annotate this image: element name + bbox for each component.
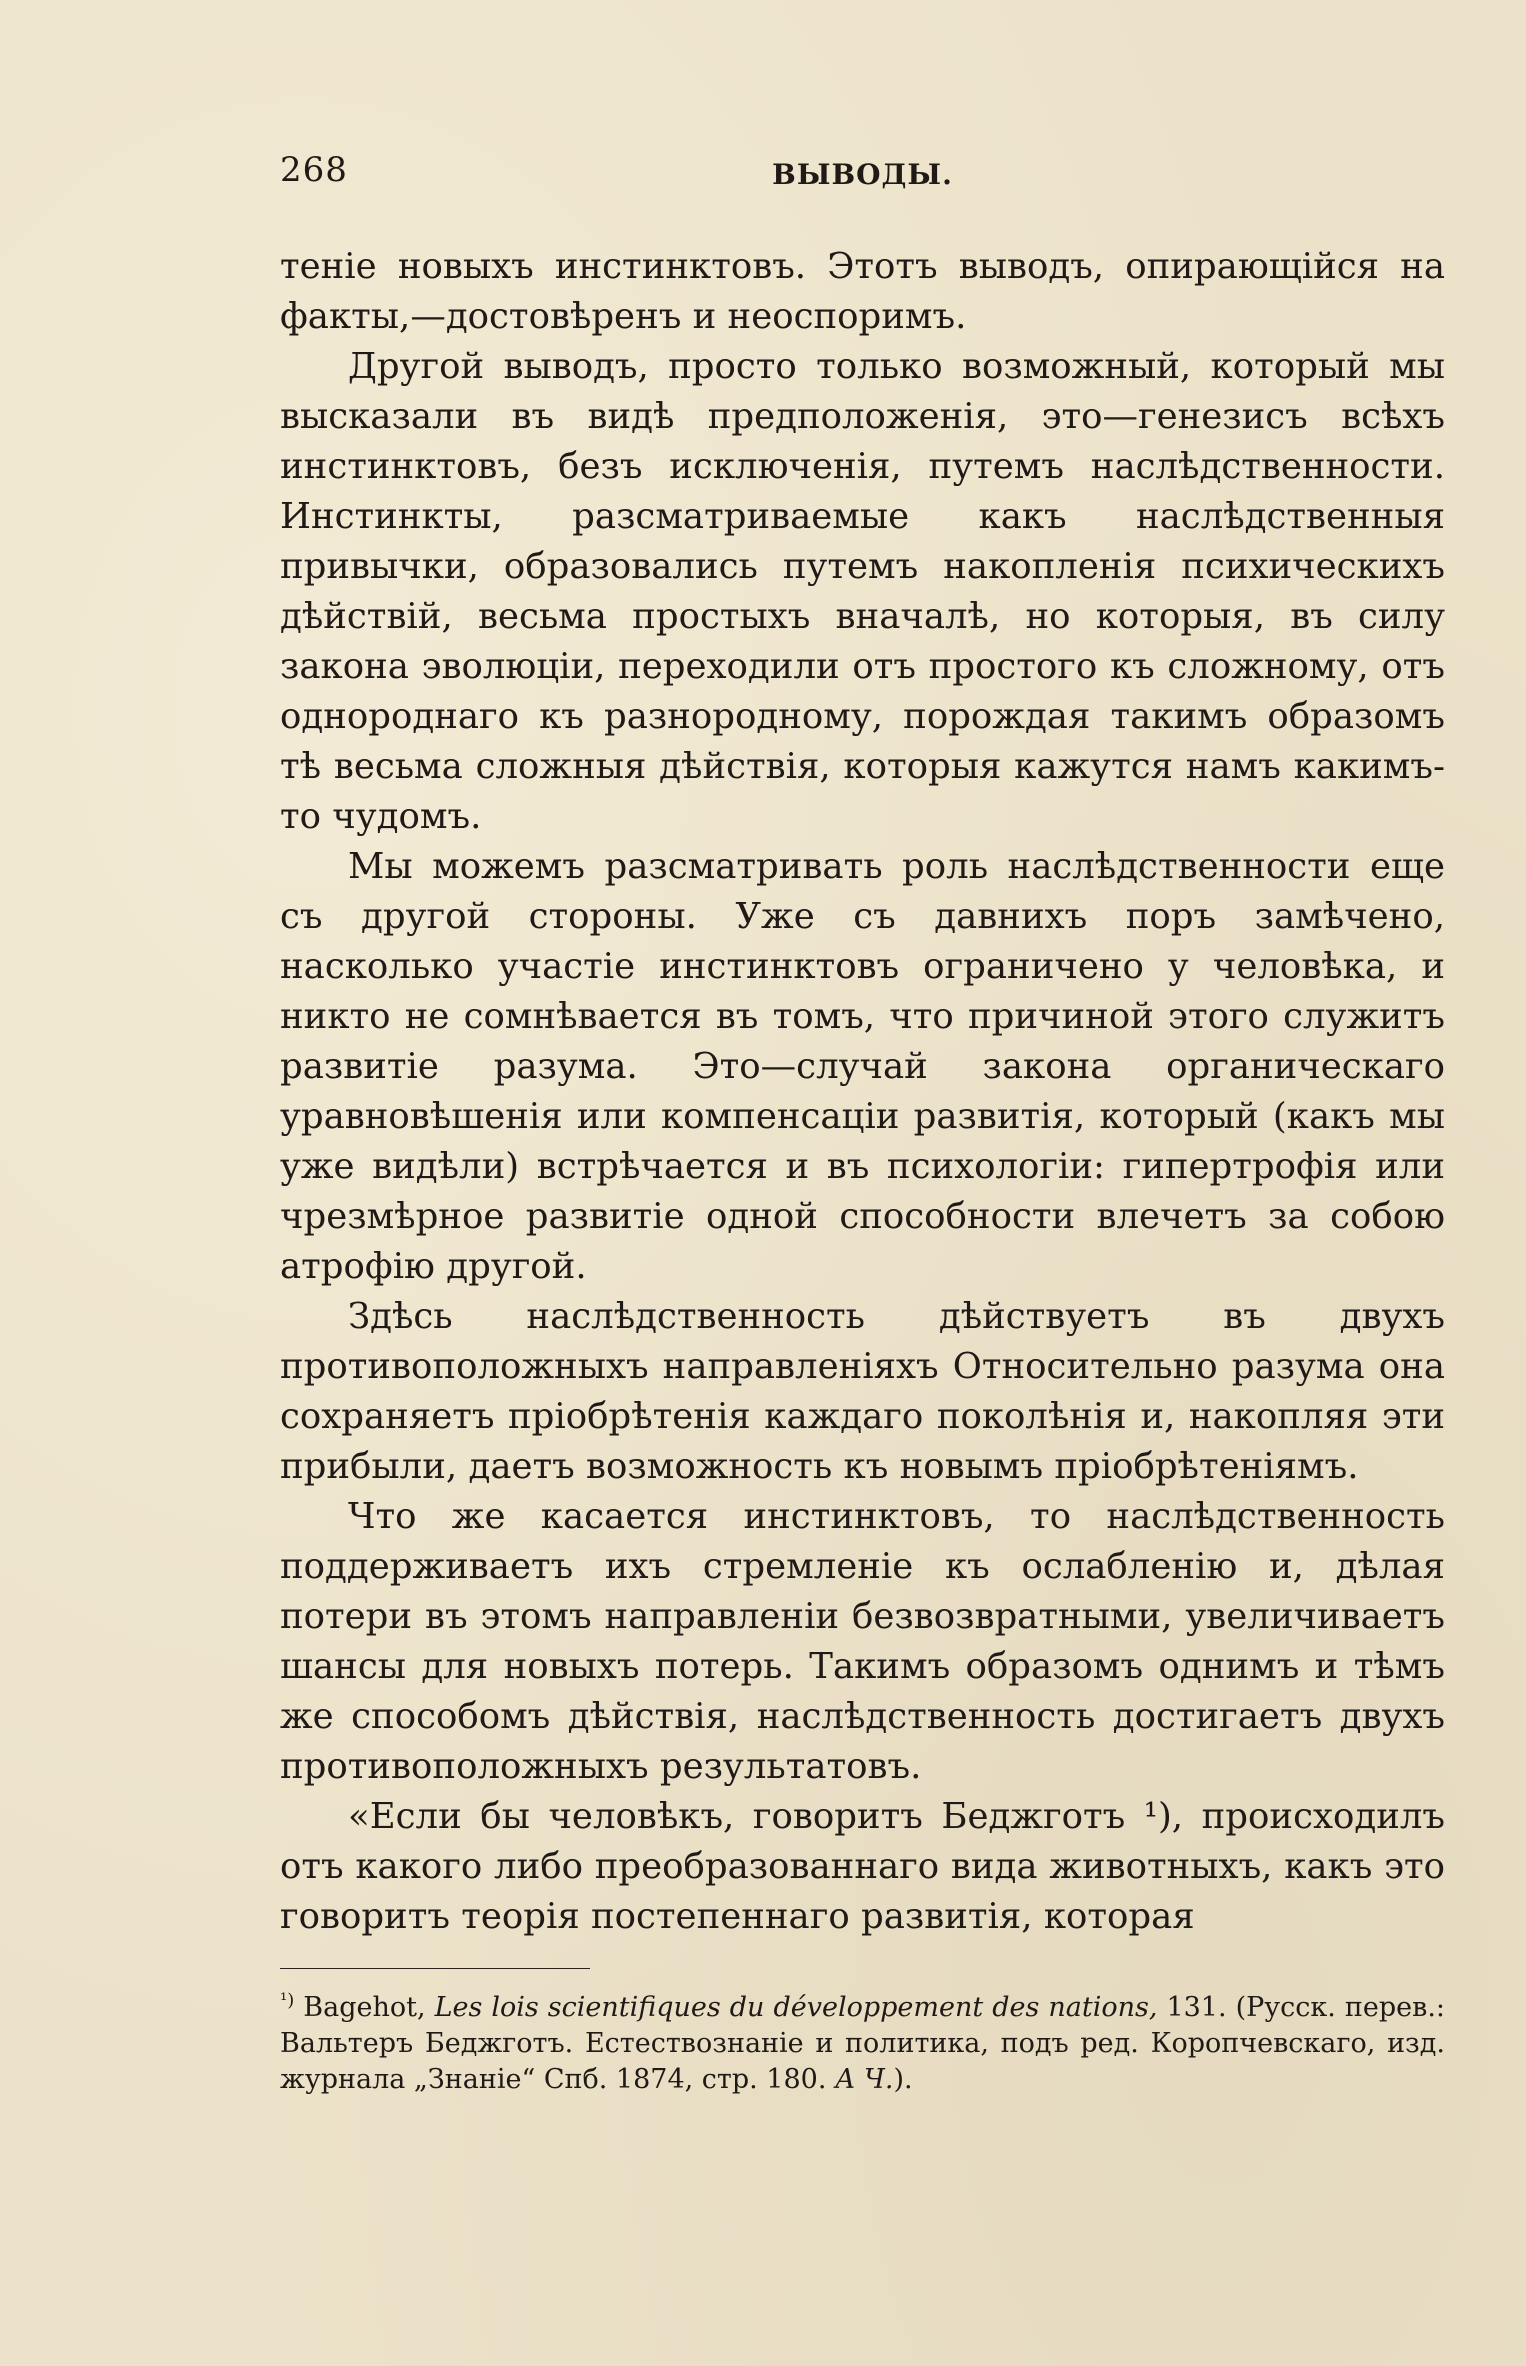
footnote — [280, 1990, 1445, 2098]
footnote-title: Les lois scientifiques du développement des nations, — [434, 1992, 1158, 2023]
paragraph: Другой выводъ, просто только возможный, который мы высказали въ видѣ предположенія, это—генезисъ всѣхъ инстинктовъ, безъ исключенія, путемъ наслѣдственности. Инстинкты, разсматриваемые какъ наслѣдственныя привычки, образовались путемъ накопленія психическихъ дѣйствій, весьма простыхъ вначалѣ, но которыя, въ силу закона эволюціи, переходили отъ простого къ сложному, отъ однороднаго къ разнородному, порождая такимъ образомъ тѣ весьма сложныя дѣйствія, которыя кажутся намъ какимъ-то чудомъ. — [280, 346, 1445, 837]
paragraph-continued: теніе новыхъ инстинктовъ. Этотъ выводъ, опирающійся на факты,—достовѣренъ и неоспоримъ. — [280, 246, 1445, 337]
footnote-author: Bagehot, — [303, 1992, 426, 2023]
running-head: ВЫВОДЫ. — [772, 158, 953, 191]
paragraph: Здѣсь наслѣдственность дѣйствуетъ въ двухъ противоположныхъ направленіяхъ Относительно разума она сохраняетъ пріобрѣтенія каждаго поколѣнія и, накопляя эти прибыли, даетъ возможность къ новымъ пріобрѣтеніямъ. — [280, 1296, 1445, 1487]
footnote-details: 131. (Русск. перев.: Вальтеръ Беджготъ. Естествознаніе и политика, подъ ред. Коропчевскаго, изд. журнала „Знаніе“ Спб. 1874, стр. 180. — [280, 1992, 1446, 2095]
paragraph: Что же касается инстинктовъ, то наслѣдственность поддерживаетъ ихъ стремленіе къ ослабленію и, дѣлая потери въ этомъ направленіи безвозвратными, увеличиваетъ шансы для новыхъ потерь. Такимъ образомъ однимъ и тѣмъ же способомъ дѣйствія, наслѣдственность достигаетъ двухъ противоположныхъ результатовъ. — [280, 1496, 1445, 1787]
page-number: 268 — [280, 150, 348, 190]
page-header — [280, 150, 1445, 200]
paragraph-quote-start: «Если бы человѣкъ, говоритъ Беджготъ ¹), происходилъ отъ какого либо преобразованнаго вида животныхъ, какъ это говоритъ теорія постепеннаго развитія, которая — [280, 1796, 1445, 1937]
footnote-closing: ). — [893, 2064, 913, 2095]
footnote-initials: А Ч. — [835, 2064, 894, 2095]
footnote-divider — [280, 1968, 590, 1969]
main-text — [280, 242, 1445, 1942]
footnote-marker: ¹) — [280, 1990, 295, 2011]
paragraph: Мы можемъ разсматривать роль наслѣдственности еще съ другой стороны. Уже съ давнихъ поръ замѣчено, насколько участіе инстинктовъ ограничено у человѣка, и никто не сомнѣвается въ томъ, что причиной этого служитъ развитіе разума. Это—случай закона органическаго уравновѣшенія или компенсаціи развитія, который (какъ мы уже видѣли) встрѣчается и въ психологіи: гипертрофія или чрезмѣрное развитіе одной способности влечетъ за собою атрофію другой. — [280, 846, 1445, 1287]
